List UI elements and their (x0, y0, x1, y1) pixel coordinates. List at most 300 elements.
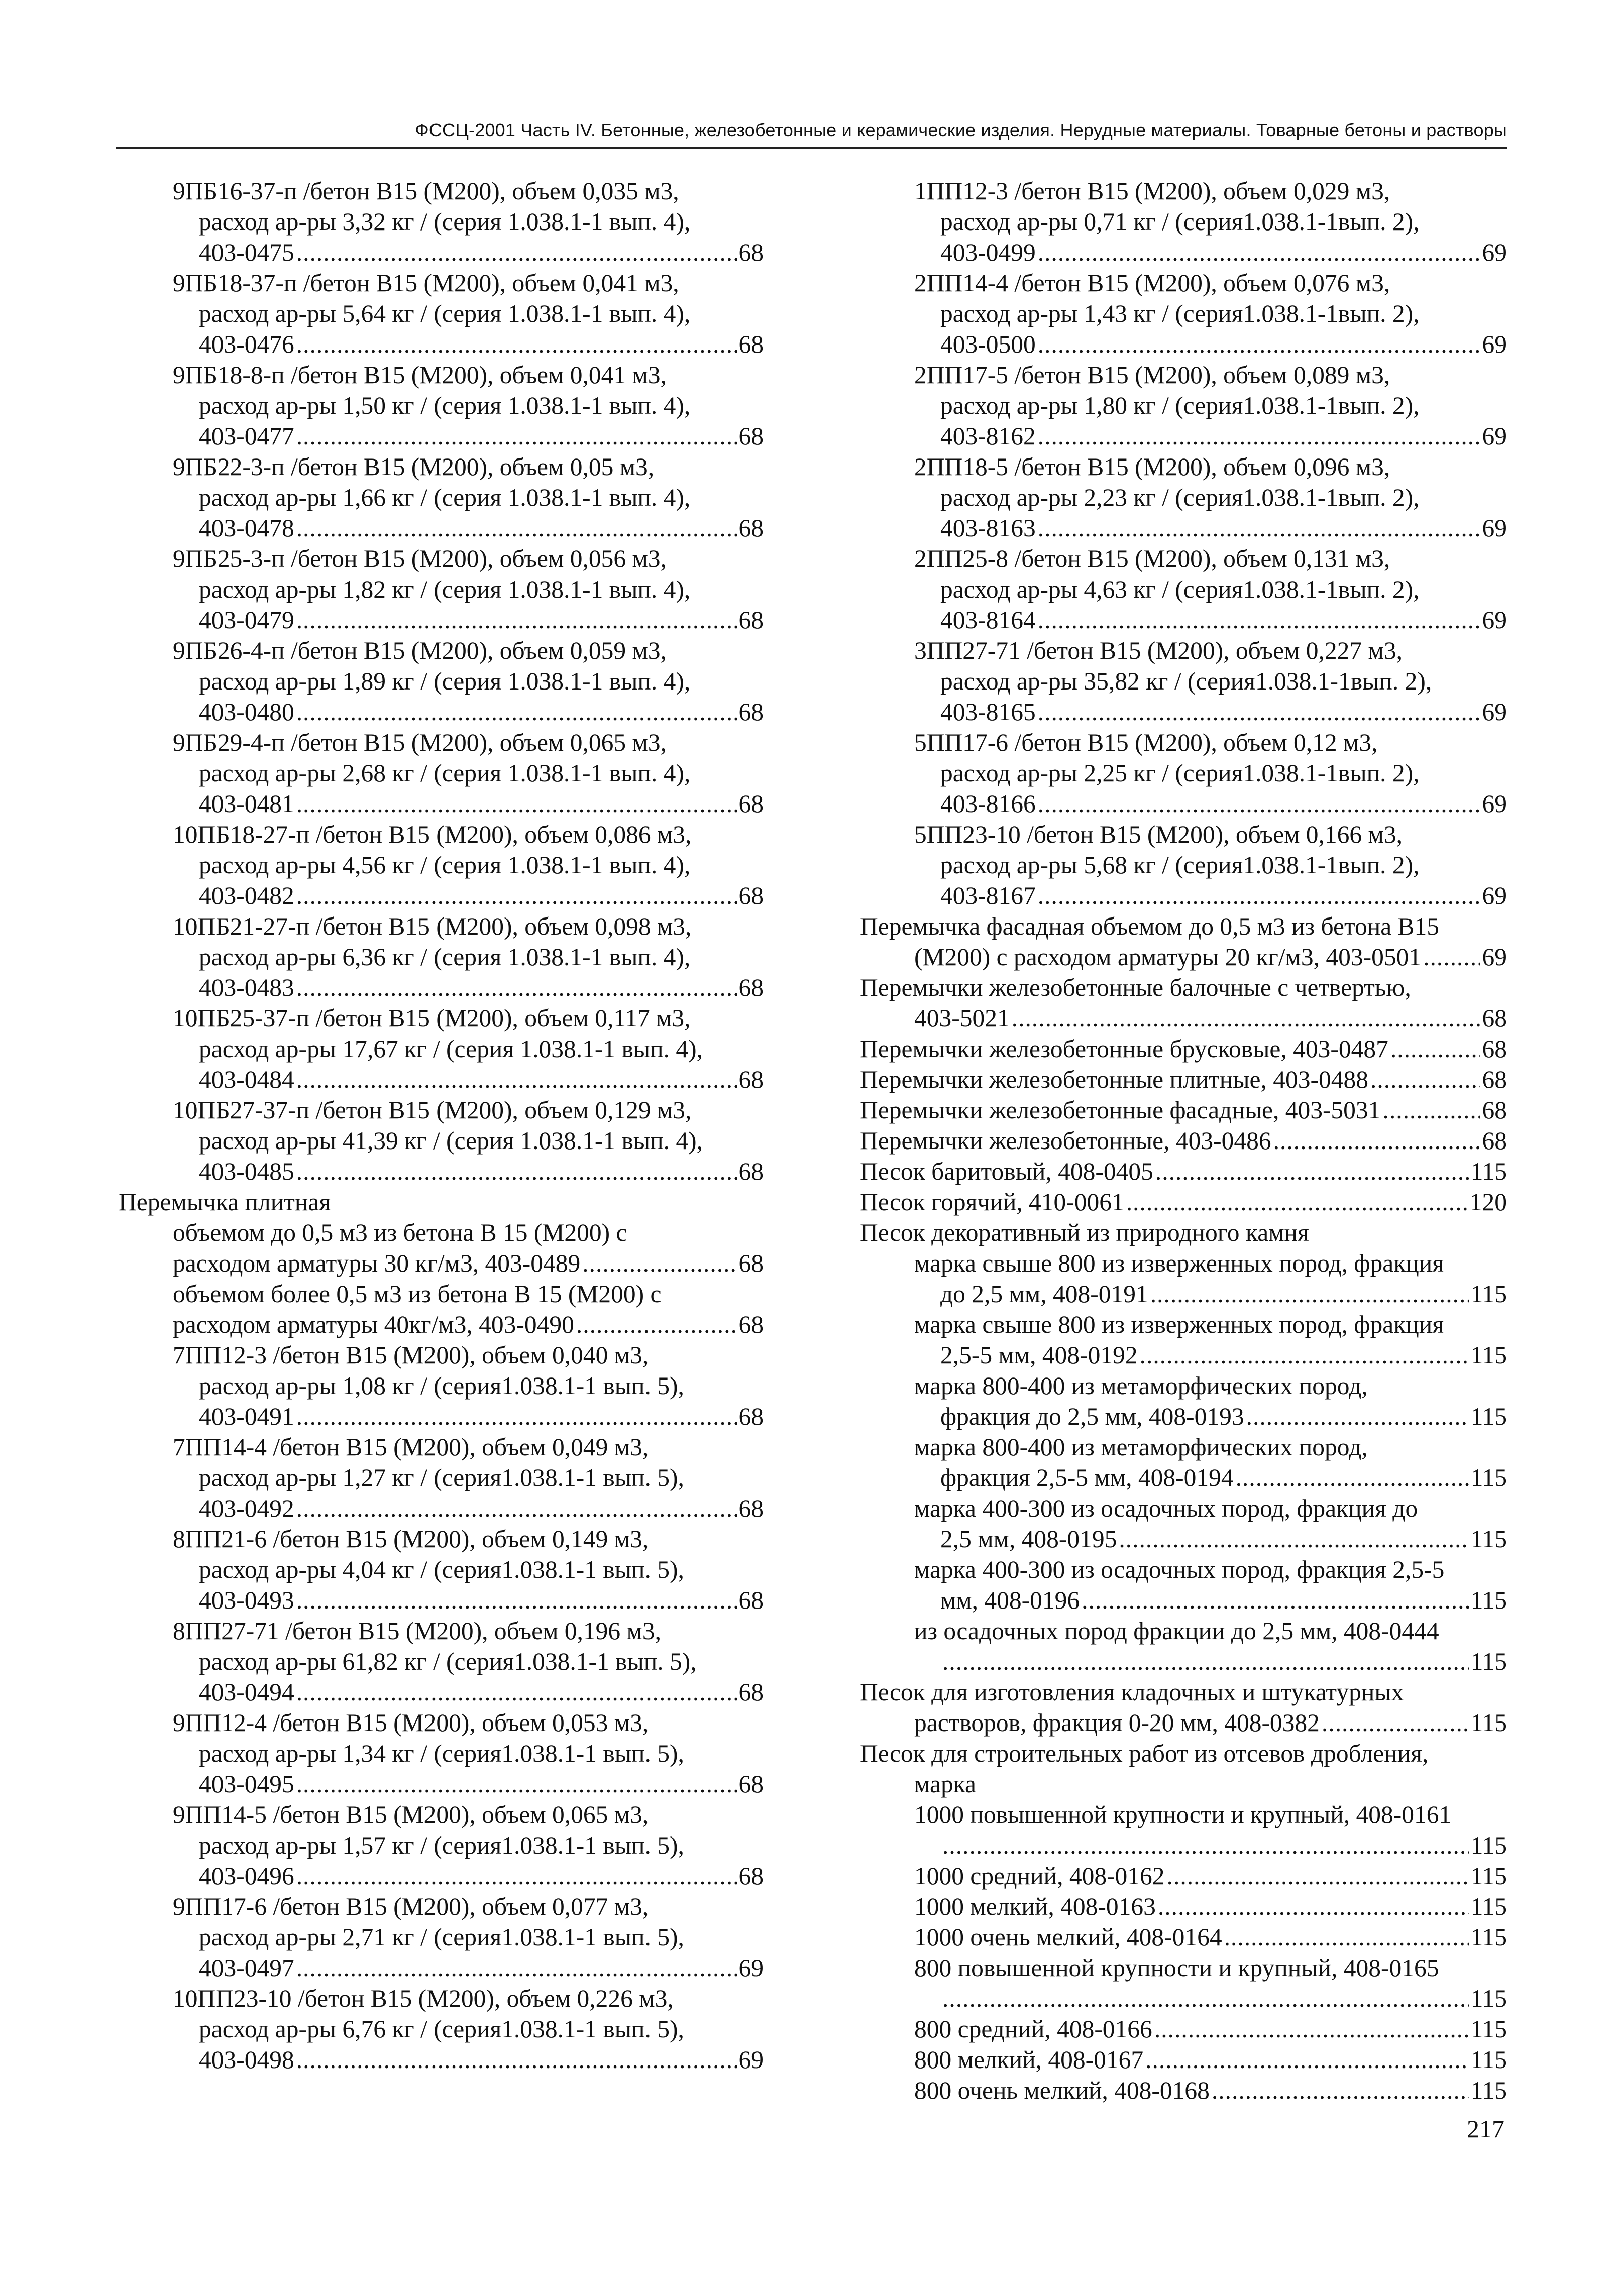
entry-text: расход ар-ры 2,23 кг / (серия1.038.1-1вып. 2), (940, 484, 1420, 511)
index-entry-line (119, 2044, 764, 2075)
entry-text: 8ПП21-6 /бетон В15 (М200), объем 0,149 м3, (173, 1525, 649, 1553)
index-entry-line (119, 1493, 764, 1524)
entry-text: Перемычки железобетонные, 403-0486 (860, 1127, 1271, 1155)
entry-text: марка 800-400 из метаморфических пород, (914, 1372, 1368, 1400)
index-entry-line (860, 1340, 1507, 1370)
dot-leader (1038, 513, 1480, 543)
entry-text: 403-0496 (199, 1862, 294, 1890)
dot-leader (1038, 605, 1480, 635)
entry-text: расход ар-ры 2,71 кг / (серия1.038.1-1 вып. 5), (199, 1923, 684, 1951)
entry-page-ref: 68 (1482, 1035, 1507, 1063)
index-entry-line (860, 942, 1507, 972)
entry-text: 9ПБ29-4-п /бетон В15 (М200), объем 0,065 м3, (173, 729, 667, 756)
entry-page-ref: 68 (738, 1770, 764, 1798)
index-entry-line (119, 1340, 764, 1370)
dot-leader (296, 1953, 737, 1983)
index-entry-line (119, 605, 764, 635)
index-entry-line (860, 1095, 1507, 1125)
entry-text: Перемычки железобетонные балочные с четвертью, (860, 974, 1411, 1001)
entry-text: 10ПП23-10 /бетон В15 (М200), объем 0,226 м3, (173, 1985, 674, 2012)
entry-page-ref: 68 (738, 1066, 764, 1093)
dot-leader (1212, 2075, 1469, 2106)
index-entry-line (860, 390, 1507, 421)
index-entry-line (119, 1677, 764, 1707)
dot-leader (1038, 788, 1480, 819)
entry-page-ref: 69 (1482, 330, 1507, 358)
entry-page-ref: 115 (1470, 1403, 1507, 1430)
index-entry-line (119, 1370, 764, 1401)
entry-page-ref: 69 (1482, 422, 1507, 450)
index-entry-line (119, 880, 764, 911)
dot-leader (1150, 1279, 1469, 1309)
entry-text: 1ПП12-3 /бетон В15 (М200), объем 0,029 м3, (914, 177, 1390, 205)
entry-page-ref: 115 (1470, 1525, 1507, 1553)
dot-leader (296, 972, 737, 1003)
entry-text: Песок декоративный из природного камня (860, 1219, 1309, 1246)
dot-leader (296, 605, 737, 635)
index-entry-line (860, 237, 1507, 268)
index-entry-line (119, 329, 764, 360)
entry-page-ref: 68 (738, 698, 764, 726)
index-entry-line (119, 911, 764, 942)
index-entry-line (119, 451, 764, 482)
entry-page-ref: 115 (1470, 2077, 1507, 2104)
entry-page-ref: 115 (1470, 1923, 1507, 1951)
entry-text: расход ар-ры 1,66 кг / (серия 1.038.1-1 вып. 4), (199, 484, 691, 511)
index-entry-line (860, 451, 1507, 482)
dot-leader (582, 1248, 736, 1279)
entry-text: 403-0492 (199, 1495, 294, 1522)
index-entry-line (860, 788, 1507, 819)
index-entry-line (860, 1616, 1507, 1646)
dot-leader (296, 2044, 737, 2075)
dot-leader (1038, 880, 1480, 911)
entry-text: 9ПП17-6 /бетон В15 (М200), объем 0,077 м3, (173, 1893, 649, 1920)
entry-text: 403-0484 (199, 1066, 294, 1093)
entry-text: 403-0481 (199, 790, 294, 818)
entry-text: 5ПП23-10 /бетон В15 (М200), объем 0,166 м3, (914, 821, 1403, 848)
entry-page-ref: 115 (1470, 1464, 1507, 1491)
entry-text: 9ПП14-5 /бетон В15 (М200), объем 0,065 м3, (173, 1801, 649, 1828)
entry-text: расход ар-ры 35,82 кг / (серия1.038.1-1вып. 2), (940, 667, 1432, 695)
entry-text: расход ар-ры 1,27 кг / (серия1.038.1-1 вып. 5), (199, 1464, 684, 1491)
index-entry-line (860, 268, 1507, 298)
entry-text: расход ар-ры 4,04 кг / (серия1.038.1-1 вып. 5), (199, 1556, 684, 1583)
index-entry-line (860, 1187, 1507, 1217)
dot-leader (1145, 2044, 1468, 2075)
entry-text: 403-0500 (940, 330, 1036, 358)
dot-leader (296, 1064, 737, 1095)
entry-page-ref: 115 (1470, 1862, 1507, 1890)
entry-text: расход ар-ры 1,80 кг / (серия1.038.1-1вып. 2), (940, 392, 1420, 419)
entry-text: расход ар-ры 1,89 кг / (серия 1.038.1-1 вып. 4), (199, 667, 691, 695)
index-entry-line (119, 390, 764, 421)
entry-text: 403-0497 (199, 1954, 294, 1982)
entry-text: расходом арматуры 40кг/м3, 403-0490 (173, 1311, 574, 1338)
entry-page-ref: 68 (1482, 1096, 1507, 1124)
entry-page-ref: 69 (1482, 514, 1507, 542)
index-entry-line (860, 2014, 1507, 2044)
dot-leader (1038, 237, 1480, 268)
dot-leader (1273, 1125, 1480, 1156)
index-entry-line (119, 942, 764, 972)
entry-text: 5ПП17-6 /бетон В15 (М200), объем 0,12 м3, (914, 729, 1378, 756)
index-entry-line (860, 1922, 1507, 1953)
page-number: 217 (1467, 2115, 1504, 2143)
entry-page-ref: 69 (1482, 943, 1507, 971)
index-entry-line (860, 1707, 1507, 1738)
index-entry-line (119, 1432, 764, 1462)
index-entry-line (119, 635, 764, 666)
entry-page-ref: 115 (1470, 1985, 1507, 2012)
dot-leader (296, 1156, 737, 1187)
index-entry-line (860, 1646, 1507, 1677)
index-entry-line (860, 1217, 1507, 1248)
entry-text: 403-8165 (940, 698, 1036, 726)
dot-leader (296, 788, 737, 819)
dot-leader (942, 1830, 1469, 1861)
entry-page-ref: 115 (1470, 1648, 1507, 1675)
entry-text: 800 средний, 408-0166 (914, 2015, 1152, 2043)
index-entry-line (119, 574, 764, 605)
index-entry-line (119, 1156, 764, 1187)
entry-text: Перемычка плитная (119, 1188, 331, 1216)
dot-leader (296, 1769, 737, 1799)
dot-leader (1154, 2014, 1469, 2044)
entry-page-ref: 68 (738, 1403, 764, 1430)
entry-text: Перемычка фасадная объемом до 0,5 м3 из бетона В15 (860, 912, 1440, 940)
entry-text: расход ар-ры 1,43 кг / (серия1.038.1-1вып. 2), (940, 300, 1420, 327)
entry-text: 2,5 мм, 408-0195 (940, 1525, 1117, 1553)
index-entry-line (860, 360, 1507, 390)
index-entry-line (119, 298, 764, 329)
index-entry-line (860, 697, 1507, 727)
entry-text: расход ар-ры 2,25 кг / (серия1.038.1-1вып. 2), (940, 759, 1420, 787)
entry-text: 9ПБ22-3-п /бетон В15 (М200), объем 0,05 м3, (173, 453, 655, 481)
entry-text: 10ПБ18-27-п /бетон В15 (М200), объем 0,086 м3, (173, 821, 692, 848)
index-entry-line (860, 1462, 1507, 1493)
entry-page-ref: 68 (1482, 1004, 1507, 1032)
index-entry-line (860, 574, 1507, 605)
entry-text: 3ПП27-71 /бетон В15 (М200), объем 0,227 м3, (914, 637, 1403, 664)
entry-page-ref: 68 (738, 1495, 764, 1522)
index-entry-line (860, 727, 1507, 758)
index-entry-line (860, 1493, 1507, 1524)
index-entry-line (860, 911, 1507, 942)
dot-leader (296, 697, 737, 727)
entry-text: 403-0480 (199, 698, 294, 726)
index-entry-line (119, 1309, 764, 1340)
entry-text: 9ПБ25-3-п /бетон В15 (М200), объем 0,056 м3, (173, 545, 667, 572)
index-entry-line (860, 1370, 1507, 1401)
index-entry-line (860, 1003, 1507, 1034)
entry-text: расход ар-ры 1,50 кг / (серия 1.038.1-1 вып. 4), (199, 392, 691, 419)
entry-text: Песок для строительных работ из отсевов дробления, (860, 1740, 1429, 1767)
entry-text: 9ПП12-4 /бетон В15 (М200), объем 0,053 м3, (173, 1709, 649, 1737)
entry-text: 10ПБ21-27-п /бетон В15 (М200), объем 0,098 м3, (173, 912, 692, 940)
index-entry-line (860, 329, 1507, 360)
entry-page-ref: 68 (738, 974, 764, 1001)
index-entry-line (119, 237, 764, 268)
entry-text: 7ПП12-3 /бетон В15 (М200), объем 0,040 м3, (173, 1341, 649, 1369)
dot-leader (1158, 1891, 1469, 1922)
entry-text: расход ар-ры 4,56 кг / (серия 1.038.1-1 вып. 4), (199, 851, 691, 879)
dot-leader (942, 1983, 1469, 2014)
entry-text: Песок для изготовления кладочных и штукатурных (860, 1678, 1404, 1706)
index-entry-line (119, 1738, 764, 1769)
entry-text: Перемычки железобетонные фасадные, 403-5031 (860, 1096, 1381, 1124)
entry-page-ref: 115 (1470, 1709, 1507, 1737)
entry-text: 1000 мелкий, 408-0163 (914, 1893, 1156, 1920)
index-entry-line (119, 1646, 764, 1677)
index-entry-line (119, 513, 764, 543)
dot-leader (1038, 697, 1480, 727)
index-entry-line (860, 1799, 1507, 1830)
entry-text: марка 400-300 из осадочных пород, фракция 2,5-5 (914, 1556, 1445, 1583)
index-entry-line (860, 2044, 1507, 2075)
entry-text: фракция до 2,5 мм, 408-0193 (940, 1403, 1244, 1430)
dot-leader (1390, 1034, 1480, 1064)
dot-leader (576, 1309, 737, 1340)
entry-page-ref: 115 (1470, 1341, 1507, 1369)
entry-text: (М200) с расходом арматуры 20 кг/м3, 403-0501 (914, 943, 1422, 971)
entry-page-ref: 69 (1482, 790, 1507, 818)
entry-text: 403-0477 (199, 422, 294, 450)
entry-text: расход ар-ры 3,32 кг / (серия 1.038.1-1 вып. 4), (199, 208, 691, 236)
index-entry-line (119, 1095, 764, 1125)
entry-text: Перемычки железобетонные брусковые, 403-0487 (860, 1035, 1388, 1063)
entry-page-ref: 115 (1470, 1158, 1507, 1185)
entry-text: растворов, фракция 0-20 мм, 408-0382 (914, 1709, 1320, 1737)
entry-text: 403-0475 (199, 239, 294, 266)
dot-leader (1012, 1003, 1480, 1034)
entry-text: 9ПБ16-37-п /бетон В15 (М200), объем 0,035 м3, (173, 177, 679, 205)
index-entry-line (119, 1799, 764, 1830)
entry-text: 403-0476 (199, 330, 294, 358)
entry-text: 403-0483 (199, 974, 294, 1001)
entry-text: 403-0493 (199, 1586, 294, 1614)
entry-text: 9ПБ18-37-п /бетон В15 (М200), объем 0,041 м3, (173, 269, 679, 297)
index-entry-line (119, 1830, 764, 1861)
index-entry-line (860, 1524, 1507, 1554)
index-entry-line (119, 421, 764, 451)
entry-text: 403-8163 (940, 514, 1036, 542)
dot-leader (296, 237, 737, 268)
entry-page-ref: 68 (738, 239, 764, 266)
dot-leader (1038, 329, 1480, 360)
entry-text: 403-0485 (199, 1158, 294, 1185)
index-column-right (860, 176, 1507, 2106)
entry-page-ref: 115 (1470, 1893, 1507, 1920)
entry-text: марка свыше 800 из изверженных пород, фракция (914, 1249, 1444, 1277)
entry-text: 2ПП14-4 /бетон В15 (М200), объем 0,076 м3, (914, 269, 1390, 297)
entry-text: 403-0499 (940, 239, 1036, 266)
index-entry-line (119, 1922, 764, 1953)
entry-text: 403-0479 (199, 606, 294, 634)
index-entry-line (860, 1861, 1507, 1891)
entry-text: 403-8162 (940, 422, 1036, 450)
entry-page-ref: 115 (1470, 2015, 1507, 2043)
index-entry-line (119, 1279, 764, 1309)
entry-text: 1000 очень мелкий, 408-0164 (914, 1923, 1222, 1951)
index-entry-line (119, 206, 764, 237)
dot-leader (296, 1861, 737, 1891)
entry-text: 403-0494 (199, 1678, 294, 1706)
entry-page-ref: 68 (738, 514, 764, 542)
index-entry-line (860, 666, 1507, 697)
entry-text: марка (914, 1770, 976, 1798)
entry-text: 9ПБ26-4-п /бетон В15 (М200), объем 0,059 м3, (173, 637, 667, 664)
entry-page-ref: 115 (1470, 1586, 1507, 1614)
entry-text: 2ПП17-5 /бетон В15 (М200), объем 0,089 м3, (914, 361, 1390, 389)
dot-leader (296, 421, 737, 451)
index-entry-line (119, 543, 764, 574)
entry-text: Перемычки железобетонные плитные, 403-0488 (860, 1066, 1368, 1093)
entry-page-ref: 69 (1482, 239, 1507, 266)
dot-leader (296, 329, 737, 360)
index-entry-line (119, 2014, 764, 2044)
index-entry-line (860, 2075, 1507, 2106)
dot-leader (1167, 1861, 1469, 1891)
index-entry-line (860, 1279, 1507, 1309)
index-entry-line (860, 1769, 1507, 1799)
entry-page-ref: 68 (738, 1158, 764, 1185)
entry-page-ref: 120 (1469, 1188, 1507, 1216)
index-entry-line (119, 1003, 764, 1034)
entry-text: 9ПБ18-8-п /бетон В15 (М200), объем 0,041 м3, (173, 361, 667, 389)
dot-leader (296, 1493, 737, 1524)
dot-leader (296, 1585, 737, 1616)
index-entry-line (119, 360, 764, 390)
dot-leader (1038, 421, 1480, 451)
dot-leader (1140, 1340, 1469, 1370)
entry-text: расходом арматуры 30 кг/м3, 403-0489 (173, 1249, 581, 1277)
entry-text: 403-5021 (914, 1004, 1010, 1032)
entry-page-ref: 68 (1482, 1066, 1507, 1093)
entry-text: расход ар-ры 0,71 кг / (серия1.038.1-1вып. 2), (940, 208, 1420, 236)
entry-page-ref: 69 (1482, 698, 1507, 726)
entry-text: 403-8167 (940, 882, 1036, 909)
index-entry-line (119, 1769, 764, 1799)
entry-text: 2ПП25-8 /бетон В15 (М200), объем 0,131 м3, (914, 545, 1390, 572)
index-entry-line (119, 1462, 764, 1493)
index-entry-line (119, 972, 764, 1003)
index-entry-line (860, 1064, 1507, 1095)
entry-page-ref: 68 (738, 790, 764, 818)
entry-page-ref: 69 (738, 1954, 764, 1982)
index-entry-line (119, 1707, 764, 1738)
dot-leader (1370, 1064, 1480, 1095)
entry-text: из осадочных пород фракции до 2,5 мм, 408-0444 (914, 1617, 1439, 1645)
dot-leader (296, 1401, 737, 1432)
index-entry-line (119, 1401, 764, 1432)
dot-leader (1322, 1707, 1469, 1738)
index-entry-line (119, 819, 764, 850)
header-rule (116, 147, 1507, 149)
entry-page-ref: 115 (1470, 2046, 1507, 2074)
entry-text: 800 очень мелкий, 408-0168 (914, 2077, 1210, 2104)
entry-text: 2ПП18-5 /бетон В15 (М200), объем 0,096 м3, (914, 453, 1390, 481)
index-entry-line (860, 1585, 1507, 1616)
dot-leader (296, 1677, 737, 1707)
index-entry-line (860, 1830, 1507, 1861)
entry-text: 403-8166 (940, 790, 1036, 818)
dot-leader (1224, 1922, 1469, 1953)
entry-page-ref: 115 (1470, 1280, 1507, 1308)
entry-text: 403-0482 (199, 882, 294, 909)
index-entry-line (119, 1248, 764, 1279)
entry-text: расход ар-ры 1,34 кг / (серия1.038.1-1 вып. 5), (199, 1740, 684, 1767)
entry-text: 2,5-5 мм, 408-0192 (940, 1341, 1138, 1369)
index-column-left (119, 176, 764, 2075)
entry-text: расход ар-ры 1,57 кг / (серия1.038.1-1 вып. 5), (199, 1831, 684, 1859)
entry-text: 1000 повышенной крупности и крупный, 408-0161 (914, 1801, 1452, 1828)
dot-leader (1382, 1095, 1480, 1125)
entry-text: 403-0495 (199, 1770, 294, 1798)
entry-text: объемом более 0,5 м3 из бетона В 15 (М200) с (173, 1280, 662, 1308)
dot-leader (1423, 942, 1480, 972)
entry-text: 10ПБ27-37-п /бетон В15 (М200), объем 0,129 м3, (173, 1096, 692, 1124)
entry-page-ref: 68 (738, 330, 764, 358)
entry-text: 1000 средний, 408-0162 (914, 1862, 1165, 1890)
entry-text: 403-8164 (940, 606, 1036, 634)
entry-page-ref: 68 (738, 1311, 764, 1338)
index-entry-line (119, 788, 764, 819)
entry-text: Песок горячий, 410-0061 (860, 1188, 1124, 1216)
index-entry-line (860, 1034, 1507, 1064)
dot-leader (1246, 1401, 1469, 1432)
entry-text: расход ар-ры 61,82 кг / (серия1.038.1-1 вып. 5), (199, 1648, 697, 1675)
index-entry-line (860, 1891, 1507, 1922)
dot-leader (1119, 1524, 1468, 1554)
index-entry-line (860, 1677, 1507, 1707)
index-entry-line (119, 1064, 764, 1095)
index-entry-line (860, 1554, 1507, 1585)
entry-text: 403-0491 (199, 1403, 294, 1430)
index-entry-line (119, 1891, 764, 1922)
index-entry-line (860, 758, 1507, 788)
index-entry-line (860, 880, 1507, 911)
index-entry-line (860, 1125, 1507, 1156)
entry-text: 403-0478 (199, 514, 294, 542)
index-entry-line (860, 635, 1507, 666)
entry-page-ref: 68 (738, 1249, 764, 1277)
entry-page-ref: 69 (738, 2046, 764, 2074)
entry-text: расход ар-ры 6,76 кг / (серия1.038.1-1 вып. 5), (199, 2015, 684, 2043)
entry-text: 800 повышенной крупности и крупный, 408-0165 (914, 1954, 1439, 1982)
index-entry-line (860, 1953, 1507, 1983)
index-entry-line (119, 268, 764, 298)
index-entry-line (119, 697, 764, 727)
index-entry-line (860, 421, 1507, 451)
index-entry-line (860, 972, 1507, 1003)
index-entry-line (119, 1983, 764, 2014)
entry-text: объемом до 0,5 м3 из бетона В 15 (М200) с (173, 1219, 627, 1246)
index-entry-line (119, 1034, 764, 1064)
entry-text: мм, 408-0196 (940, 1586, 1080, 1614)
index-entry-line (119, 1861, 764, 1891)
entry-text: марка 400-300 из осадочных пород, фракция до (914, 1495, 1418, 1522)
running-header: ФССЦ-2001 Часть IV. Бетонные, железобетонные и керамические изделия. Нерудные материалы. Товарные бетоны и растворы (415, 120, 1507, 140)
index-entry-line (119, 727, 764, 758)
index-entry-line (119, 850, 764, 880)
index-entry-line (860, 482, 1507, 513)
entry-page-ref: 68 (738, 606, 764, 634)
entry-text: расход ар-ры 17,67 кг / (серия 1.038.1-1 вып. 4), (199, 1035, 703, 1063)
index-entry-line (860, 206, 1507, 237)
entry-text: расход ар-ры 5,68 кг / (серия1.038.1-1вып. 2), (940, 851, 1420, 879)
index-entry-line (119, 758, 764, 788)
